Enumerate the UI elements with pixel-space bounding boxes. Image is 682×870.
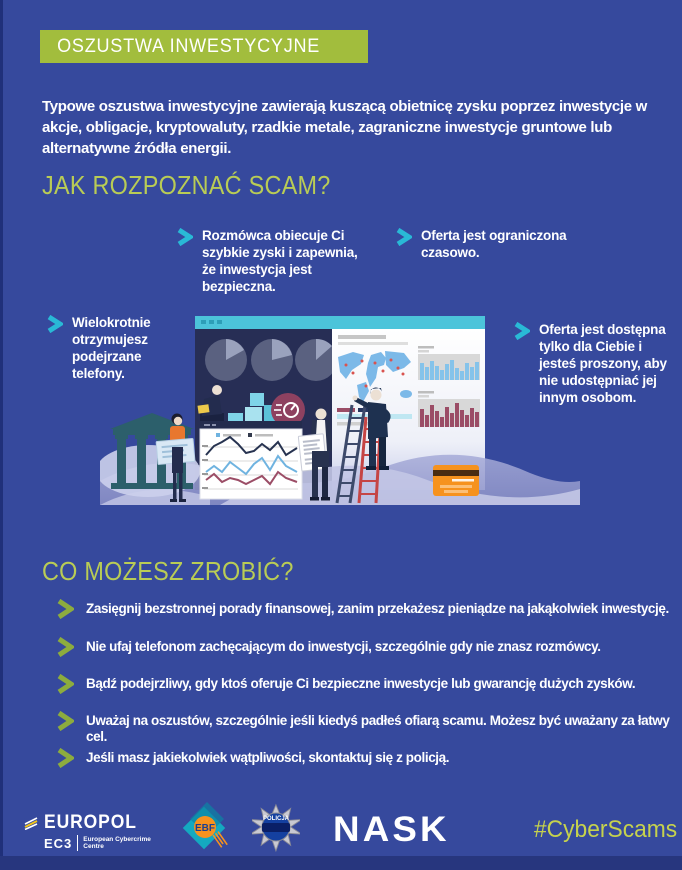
recognize-item-text: Wielokrotnie otrzymujesz podejrzane telefony. (72, 315, 151, 381)
action-item-text: Bądź podejrzliwy, gdy ktoś oferuje Ci bezpieczne inwestycje lub gwarancję dużych zysków. (86, 676, 636, 691)
chevron-right-icon (47, 315, 63, 333)
bottom-border-band (0, 856, 682, 870)
ebf-logo (176, 800, 238, 862)
recognize-item (396, 227, 571, 261)
chevron-right-icon (396, 228, 412, 246)
footer (0, 798, 682, 858)
action-item (57, 713, 671, 745)
nask-logo: NASK (333, 810, 450, 849)
ec3-subtitle: European Cybercrime Centre (83, 835, 151, 850)
left-border-stripe (0, 0, 3, 870)
poster-title: OSZUSTWA INWESTYCYJNE (57, 35, 321, 57)
europol-flag-icon (24, 817, 39, 830)
chevron-right-icon (57, 711, 74, 731)
chevron-right-icon (57, 599, 74, 619)
chevron-right-icon (57, 637, 74, 657)
intro-paragraph: Typowe oszustwa inwestycyjne zawierają kuszącą obietnicę zysku poprzez inwestycje w akcje, obligacje, kryptowaluty, rzadkie metale, zagraniczne inwestycje gruntowe lub alternatywne źródła energii. (42, 98, 648, 157)
recognize-item (177, 227, 362, 295)
cyberscams-hashtag: #CyberScams (534, 816, 678, 843)
recognize-item-text: Rozmówca obiecuje Ci szybkie zyski i zapewnia, że inwestycja jest bezpieczna. (202, 228, 358, 294)
action-item (57, 601, 671, 619)
europol-wordmark: EUROPOL (44, 812, 137, 833)
line-chart-card (200, 421, 302, 499)
action-item-text: Nie ufaj telefonom zachęcającym do inwestycji, szczególnie gdy nie znasz rozmówcy. (86, 639, 601, 654)
action-item (57, 750, 671, 768)
scam-illustration (100, 313, 580, 505)
action-item-text: Zasięgnij bezstronnej porady finansowej, zanim przekażesz pieniądze na jakąkolwiek inwestycję. (86, 601, 669, 616)
policja-badge-logo (252, 802, 300, 858)
action-item-text: Jeśli masz jakiekolwiek wątpliwości, skontaktuj się z policją. (86, 750, 450, 765)
chevron-right-icon (177, 228, 193, 246)
chevron-right-icon (57, 748, 74, 768)
action-item-text: Uważaj na oszustów, szczególnie jeśli kiedyś padłeś ofiarą scamu. Możesz być uważany za łatwy cel. (86, 713, 670, 744)
action-item (57, 639, 671, 657)
divider (77, 835, 78, 851)
pie-charts (205, 339, 337, 381)
actions-section-heading: CO MOŻESZ ZROBIĆ? (42, 556, 294, 586)
europol-logo (24, 812, 151, 851)
svg-text:EBF: EBF (195, 823, 215, 834)
svg-text:POLICJA: POLICJA (262, 816, 290, 822)
action-item (57, 676, 671, 694)
recognize-item-text: Oferta jest ograniczona czasowo. (421, 228, 567, 260)
ec3-label: EC3 (44, 835, 73, 851)
recognize-section-heading: JAK ROZPOZNAĆ SCAM? (42, 170, 331, 200)
title-badge (40, 30, 368, 63)
recognize-item-text: Oferta jest dostępna tylko dla Ciebie i jesteś proszony, aby nie udostępniać jej innym osobom. (539, 322, 667, 405)
chevron-right-icon (57, 674, 74, 694)
credit-card (433, 465, 479, 496)
